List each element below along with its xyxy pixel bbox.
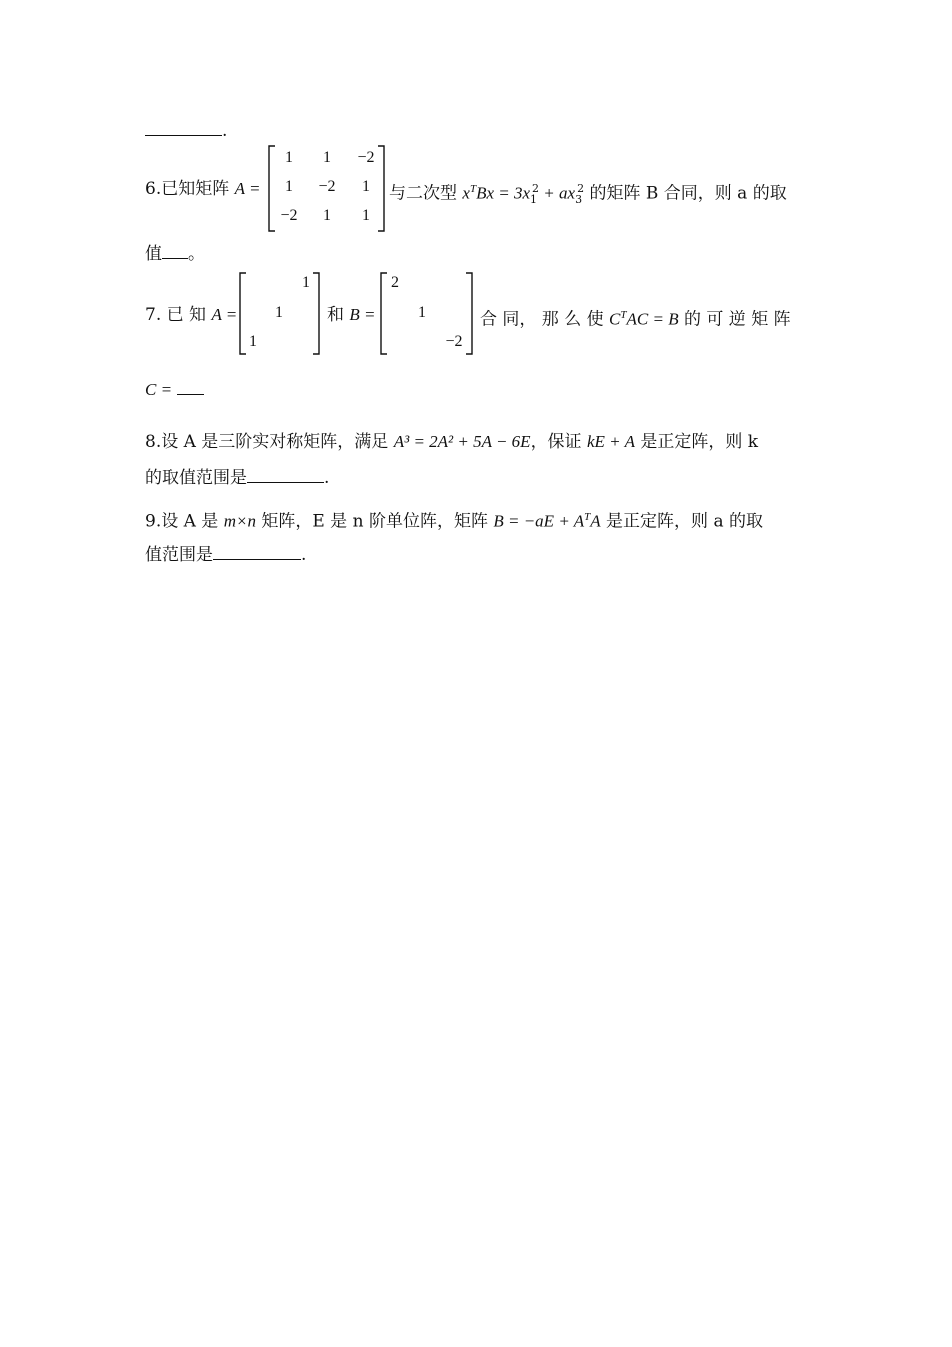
- q8-eq: A³ = 2A² + 5A − 6E: [393, 432, 531, 451]
- matrix-cell: −2: [318, 178, 336, 195]
- q6-text: 值: [145, 244, 162, 264]
- q7-eq: AC = B: [626, 309, 679, 329]
- matrix-cell: 1: [275, 304, 283, 321]
- matrix-cell: −2: [445, 333, 463, 350]
- matrix-cell: −2: [357, 149, 375, 166]
- q7-prefix: 7. 已 知: [145, 305, 212, 325]
- q9-eq-sup: T: [584, 511, 591, 523]
- q7-text: 的 可 逆 矩 阵: [678, 309, 791, 330]
- q6-form: Bx = 3x: [476, 183, 531, 203]
- q6-line-1-rest: [389, 178, 787, 211]
- matrix-cell: 1: [285, 178, 293, 195]
- q9-line-2: [145, 544, 306, 566]
- matrix-cell: 1: [323, 207, 331, 224]
- q7-text: C =: [145, 380, 173, 399]
- q6-sup: 2: [577, 182, 585, 195]
- q6-matrix-label: A =: [234, 179, 261, 198]
- q8-line-2: [145, 467, 329, 489]
- q8-text: ，保证: [530, 432, 587, 452]
- q7-b-label: B =: [349, 305, 376, 324]
- answer-blank: [177, 380, 204, 395]
- matrix-cell: −2: [280, 207, 298, 224]
- q6-text: 的矩阵 B 合同，则 a 的取: [584, 183, 787, 204]
- q8-text: 的取值范围是: [145, 468, 247, 488]
- q9-dim: m×n: [223, 511, 256, 531]
- q7-line-1-rest: [480, 304, 791, 331]
- q7-a-label: A =: [211, 305, 238, 324]
- q6-text: 与二次型: [389, 183, 463, 204]
- q7-and: [327, 304, 376, 326]
- top-blank-line: [145, 120, 227, 142]
- q9-text: 值范围是: [145, 545, 213, 565]
- q7-text: 和: [327, 305, 350, 325]
- answer-blank: [145, 121, 222, 136]
- q8-text: 是正定阵，则 k: [634, 432, 759, 452]
- q9-text: 矩阵，E 是 n 阶单位阵，矩阵: [255, 511, 494, 532]
- q6-sup: 2: [532, 182, 540, 195]
- q9-eq: B = −aE + A: [493, 511, 585, 531]
- matrix-cell: 1: [362, 178, 370, 195]
- q6-form: + ax: [539, 183, 576, 203]
- answer-blank: [162, 244, 188, 259]
- q8-text: 8.设 A 是三阶实对称矩阵，满足: [145, 432, 394, 452]
- q7-line-1: [145, 304, 237, 326]
- q8-line-1: [145, 431, 758, 453]
- q9-line-1: [145, 506, 763, 533]
- q9-text: .: [301, 545, 307, 565]
- q7-line-2: [145, 379, 204, 401]
- matrix-cell: 1: [418, 304, 426, 321]
- q7-eq-sup: T: [620, 309, 627, 321]
- q8-text: .: [324, 468, 330, 488]
- q6-form: x: [462, 183, 470, 203]
- matrix-cell: 2: [391, 274, 399, 291]
- matrix-cell: 1: [249, 333, 257, 350]
- q8-cond: kE + A: [586, 432, 635, 451]
- matrix-cell: 1: [285, 149, 293, 166]
- q7-text: 合 同， 那 么 使: [480, 309, 610, 330]
- q6-form-sup: T: [469, 183, 477, 195]
- q6-line-2: [145, 243, 205, 265]
- q6-line-1: [145, 178, 260, 200]
- answer-blank: [213, 545, 301, 560]
- matrix-cell: 1: [323, 149, 331, 166]
- q9-text: 9.设 A 是: [145, 511, 224, 532]
- q6-sub: [530, 193, 537, 206]
- q6-text: 。: [188, 244, 205, 264]
- period: .: [222, 121, 228, 141]
- q6-sub-text: 1: [530, 193, 538, 207]
- matrix-cell: 1: [302, 274, 310, 291]
- q6-prefix: 6.已知矩阵: [145, 179, 235, 199]
- q9-eq: A: [590, 511, 601, 531]
- q6-sub: 3: [575, 193, 583, 207]
- q9-text: 是正定阵，则 a 的取: [600, 511, 763, 532]
- q7-eq: C: [609, 309, 621, 329]
- matrix-cell: 1: [362, 207, 370, 224]
- answer-blank: [247, 468, 324, 483]
